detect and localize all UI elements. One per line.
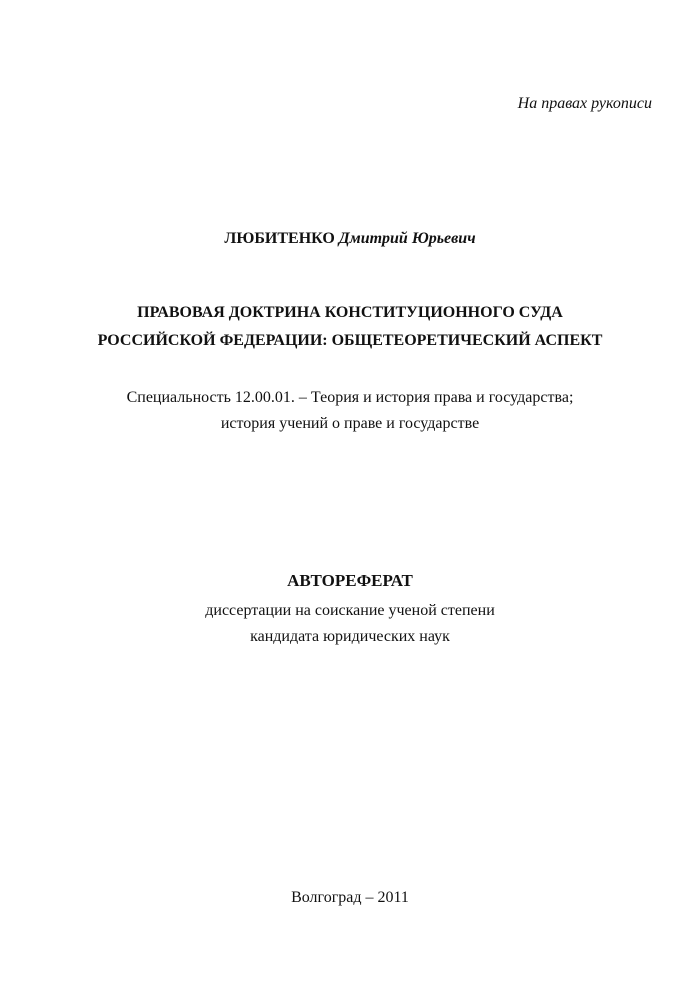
title-line-1: ПРАВОВАЯ ДОКТРИНА КОНСТИТУЦИОННОГО СУДА <box>137 304 563 321</box>
title-line-2: РОССИЙСКОЙ ФЕДЕРАЦИИ: ОБЩЕТЕОРЕТИЧЕСКИЙ АСПЕКТ <box>97 332 603 349</box>
document-type-line-2: кандидата юридических наук <box>250 628 450 645</box>
rights-note: На правах рукописи <box>517 95 652 112</box>
specialty-line-2: история учений о праве и государстве <box>220 415 480 432</box>
author-surname: ЛЮБИТЕНКО <box>224 230 335 247</box>
specialty-line-1: Специальность 12.00.01. – Теория и история права и государства; <box>126 389 574 406</box>
document-type-heading: АВТОРЕФЕРАТ <box>287 571 413 590</box>
place-year: Волгоград – 2011 <box>291 889 409 906</box>
author-name <box>0 229 700 249</box>
author-given-names: Дмитрий Юрьевич <box>338 230 476 247</box>
document-type-line-1: диссертации на соискание ученой степени <box>205 602 495 619</box>
